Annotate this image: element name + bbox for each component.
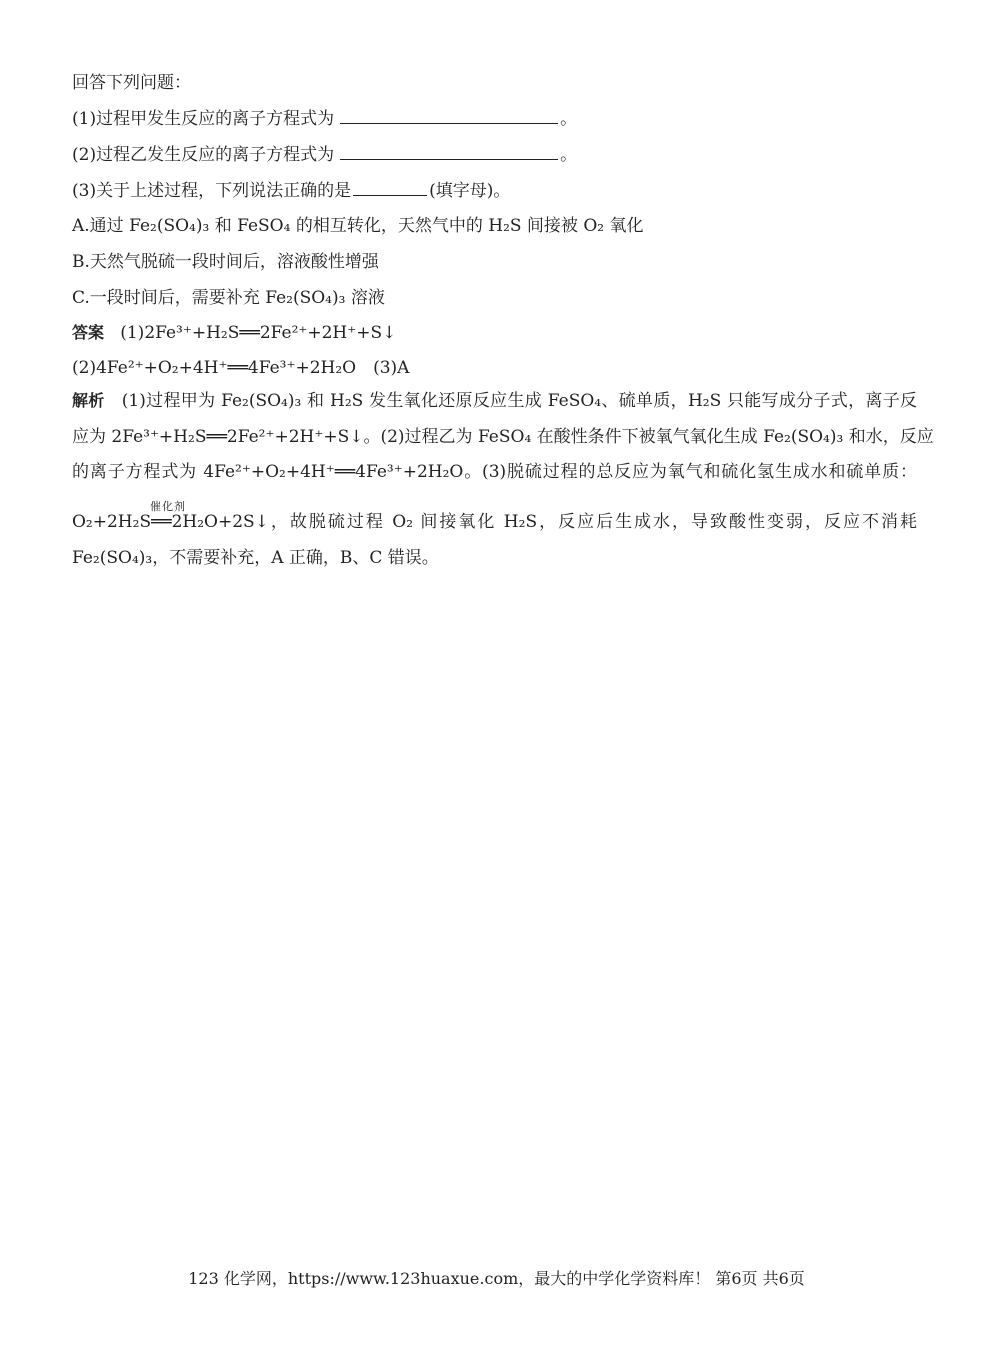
answer-line-1 <box>72 322 396 344</box>
analysis-line-2: 应为 2Fe³⁺+H₂S══2Fe²⁺+2H⁺+S↓。(2)过程乙为 FeSO₄ 在酸性条件下被氧气氧化生成 Fe₂(SO₄)₃ 和水，反应 <box>72 427 934 447</box>
option-c: C.一段时间后，需要补充 Fe₂(SO₄)₃ 溶液 <box>72 288 385 308</box>
question-2-text: (2)过程乙发生反应的离子方程式为 <box>72 145 335 165</box>
option-a: A.通过 Fe₂(SO₄)₃ 和 FeSO₄ 的相互转化，天然气中的 H₂S 间接被 O₂ 氧化 <box>72 216 644 236</box>
question-2 <box>72 144 577 166</box>
page-footer: 123 化学网，https://www.123huaxue.com，最大的中学化学资料库！ 第6页 共6页 <box>188 1269 805 1288</box>
question-2-suffix: 。 <box>560 145 578 165</box>
analysis-line-3: 的离子方程式为 4Fe²⁺+O₂+4H⁺══4Fe³⁺+2H₂O。(3)脱硫过程的总反应为氧气和硫化氢生成水和硫单质： <box>72 462 917 482</box>
answer-blank-1 <box>340 109 558 124</box>
answer-blank-2 <box>340 145 558 160</box>
answer-line-2: (2)4Fe²⁺+O₂+4H⁺══4Fe³⁺+2H₂O (3)A <box>72 358 410 378</box>
analysis-text-1: (1)过程甲为 Fe₂(SO₄)₃ 和 H₂S 发生氧化还原反应生成 FeSO₄、硫单质，H₂S 只能写成分子式，离子反 <box>121 391 917 411</box>
question-3 <box>72 180 510 202</box>
analysis-line-1 <box>72 390 917 412</box>
answer-blank-3 <box>353 181 427 196</box>
question-3-text: (3)关于上述过程，下列说法正确的是 <box>72 181 352 201</box>
analysis-line-5: Fe₂(SO₄)₃，不需要补充，A 正确，B、C 错误。 <box>72 548 439 568</box>
question-1 <box>72 108 577 130</box>
analysis-line-4: O₂+2H₂S══2H₂O+2S↓，故脱硫过程 O₂ 间接氧化 H₂S，反应后生成水，导致酸性变弱，反应不消耗 <box>72 512 917 532</box>
answer-label: 答案 <box>72 323 105 342</box>
question-1-suffix: 。 <box>560 109 578 129</box>
catalyst-label: 催化剂 <box>150 500 186 513</box>
question-1-text: (1)过程甲发生反应的离子方程式为 <box>72 109 335 129</box>
analysis-label: 解析 <box>72 391 105 410</box>
option-b: B.天然气脱硫一段时间后，溶液酸性增强 <box>72 252 379 272</box>
answer-text-1: (1)2Fe³⁺+H₂S══2Fe²⁺+2H⁺+S↓ <box>120 323 397 343</box>
intro-text: 回答下列问题： <box>72 73 191 93</box>
question-3-suffix: (填字母)。 <box>429 181 511 201</box>
